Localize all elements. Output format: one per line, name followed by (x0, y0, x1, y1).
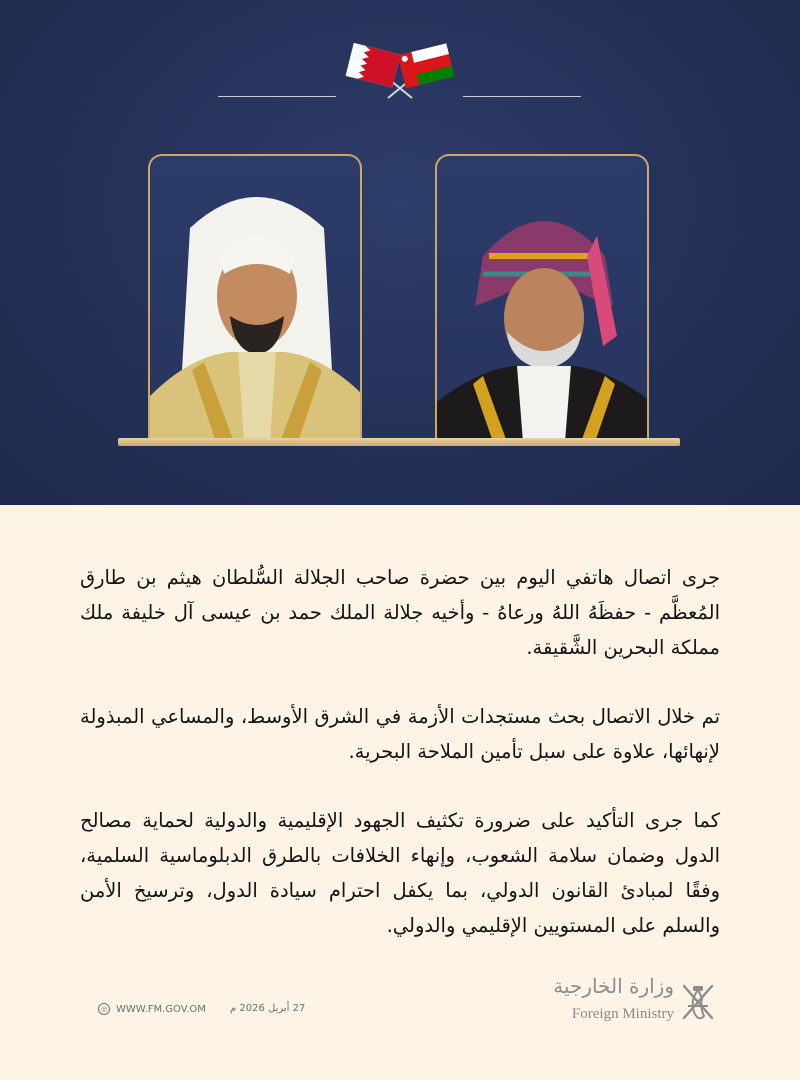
website-link[interactable] (98, 1000, 206, 1018)
statement-paragraph-2: تم خلال الاتصال بحث مستجدات الأزمة في الشرق الأوسط، والمساعي المبذولة لإنهائها، علاوة على سبل تأمين الملاحة البحرية. (80, 705, 720, 763)
portrait-sultan-oman (435, 154, 649, 440)
header-banner (0, 0, 800, 505)
portrait-king-bahrain (148, 154, 362, 440)
divider-line-left (218, 96, 336, 97)
portrait-base-bar (118, 438, 680, 446)
statement-paragraph-1: جرى اتصال هاتفي اليوم بين حضرة صاحب الجلالة السُّلطان هيثم بن طارق المُعظَّم - حفظَهُ اللهُ ورعاهُ - وأخيه جلالة الملك حمد بن عيسى آل خليفة ملك مملكة البحرين الشَّقيقة. (80, 566, 720, 659)
ministry-logo (553, 972, 718, 1032)
statement-body (80, 560, 720, 977)
statement-paragraph-3: كما جرى التأكيد على ضرورة تكثيف الجهود الإقليمية والدولية لحماية مصالح الدول وضمان سلامة الشعوب، وإنهاء الخلافات بالطرق الدبلوماسية السلمية، وفقًا لمبادئ القانون الدولي، بما يكفل احترام سيادة الدول، وترسيخ الأمن والسلم على المستويين الإقليمي والدولي. (80, 809, 720, 937)
divider-line-right (463, 96, 581, 97)
publish-date: 27 أبريل 2026 م (230, 1003, 306, 1014)
globe-icon: ◎ (98, 1003, 110, 1015)
ministry-name-english: Foreign Ministry (571, 1006, 674, 1022)
crossed-flags-icon (340, 40, 460, 104)
ministry-name-arabic: وزارة الخارجية (553, 974, 674, 998)
website-text: WWW.FM.GOV.OM (116, 1003, 206, 1015)
oman-khanjar-emblem-icon (678, 978, 718, 1026)
